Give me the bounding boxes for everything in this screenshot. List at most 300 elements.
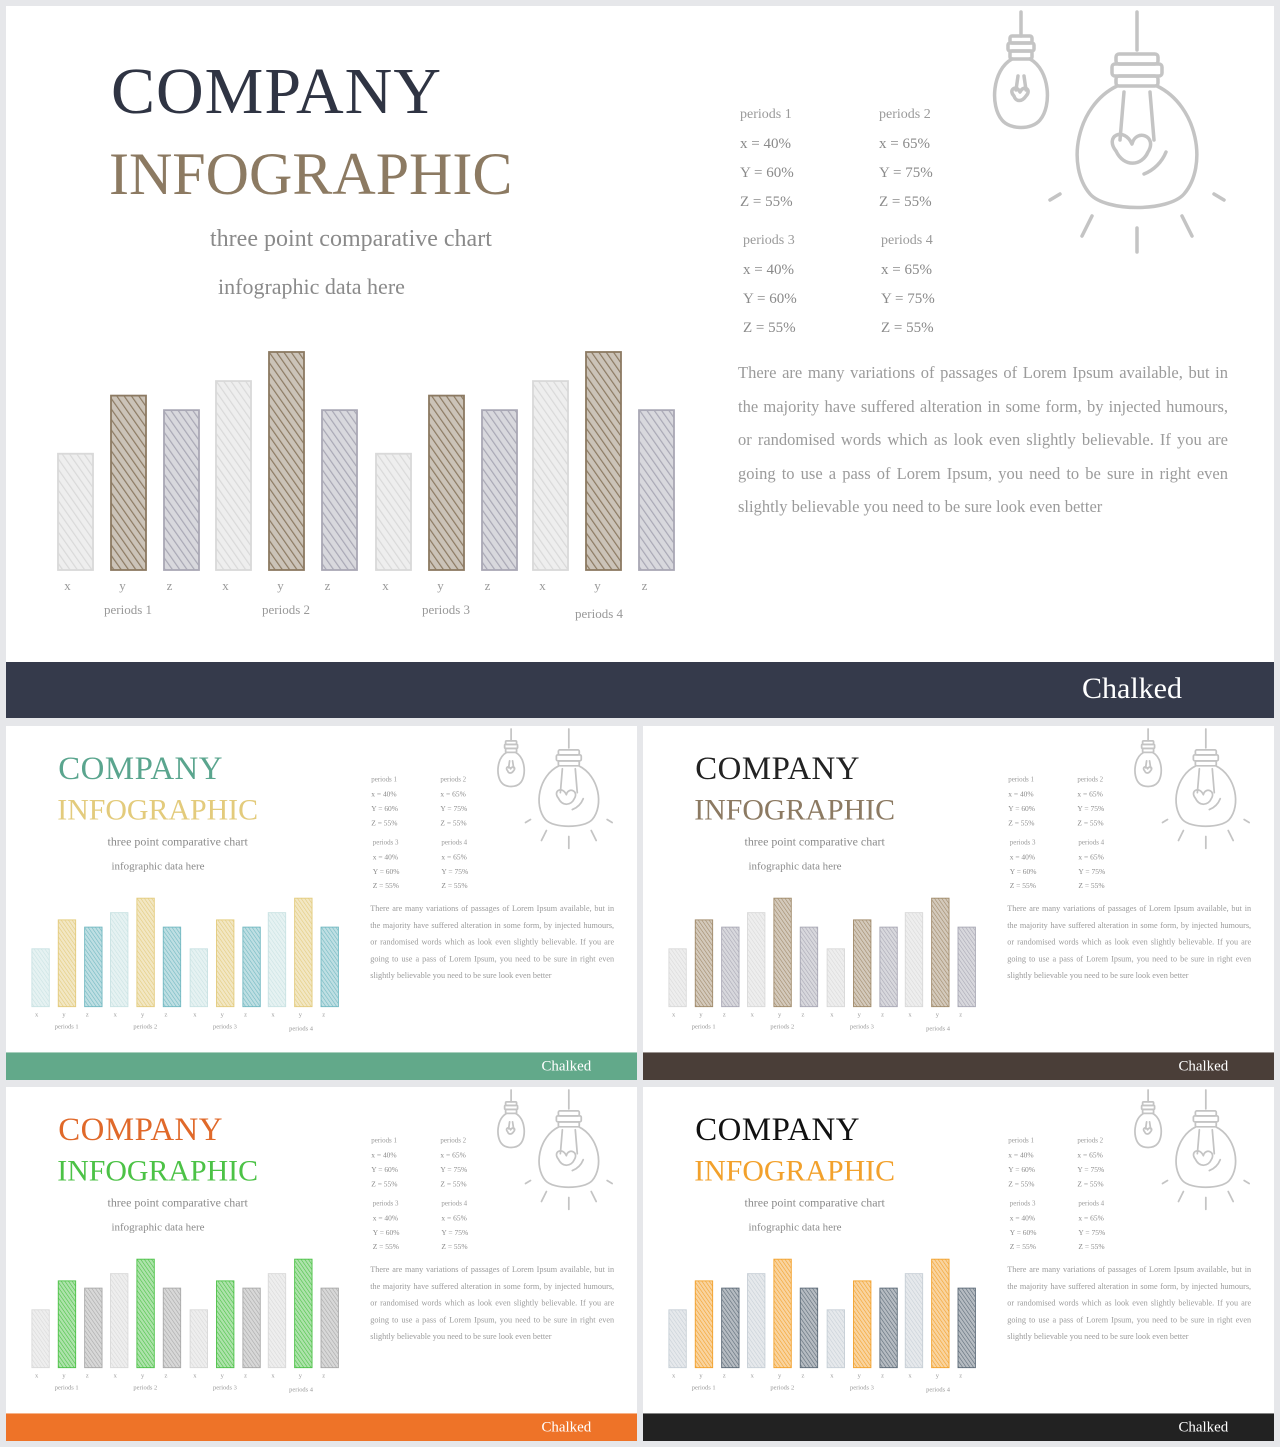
x-tick-label: y (777, 1372, 782, 1380)
title-company: COMPANY (111, 55, 443, 128)
x-tick-label: z (959, 1372, 963, 1380)
x-tick-label: y (140, 1011, 145, 1019)
x-tick-label: y (777, 1011, 782, 1019)
period-y-value: Y = 60% (372, 1228, 400, 1237)
category-label: periods 3 (213, 1384, 237, 1392)
title-infographic: INFOGRAPHIC (57, 793, 258, 827)
x-tick-label: y (277, 578, 284, 593)
x-tick-label: y (298, 1372, 302, 1380)
bar-y-1 (111, 396, 146, 570)
x-tick-label: z (484, 578, 491, 593)
period-block-1 (371, 1136, 398, 1192)
period-block-1 (371, 775, 398, 831)
footer-brand-label: Chalked (1178, 1418, 1229, 1435)
bar-x-4 (905, 913, 922, 1007)
period-label: periods 1 (371, 1137, 398, 1145)
subtitle-secondary: infographic data here (111, 859, 205, 872)
periods-panel (1005, 1136, 1134, 1255)
x-tick-label: x (539, 578, 546, 593)
footer-bar (6, 1052, 637, 1080)
bar-x-2 (111, 1274, 128, 1368)
bar-y-3 (429, 396, 464, 570)
bar-x-2 (111, 913, 128, 1007)
bar-x-1 (32, 949, 49, 1007)
title-company: COMPANY (58, 1111, 223, 1148)
x-tick-label: x (908, 1011, 912, 1019)
footer-bar (643, 1052, 1274, 1080)
period-x-value: x = 40% (740, 136, 791, 152)
bar-z-1 (722, 1288, 739, 1368)
x-tick-label: y (62, 1011, 66, 1019)
lightbulb-icon (1135, 729, 1161, 786)
bar-x-3 (376, 454, 411, 570)
bar-x-2 (216, 381, 251, 570)
period-z-value: Z = 55% (372, 882, 399, 891)
bar-z-1 (85, 927, 102, 1007)
bar-y-1 (58, 920, 75, 1007)
period-z-value: Z = 55% (440, 819, 467, 828)
bar-z-3 (243, 927, 260, 1007)
body-paragraph: There are many variations of passages of Lorem Ipsum available, but in the majority have suffered alteration in some form, by injected humours, or randomised words which as look even slightly believable. If you are going to use a pass of Lorem Ipsum, you need to be sure in right even slightly believable you need to be sure look even better (370, 1264, 615, 1341)
period-y-value: Y = 60% (372, 867, 400, 876)
period-block-4 (881, 230, 935, 343)
footer-bar (643, 1413, 1274, 1441)
bar-y-3 (216, 920, 233, 1007)
x-tick-label: z (166, 578, 173, 593)
bar-y-4 (295, 898, 312, 1006)
bar-z-2 (800, 927, 817, 1007)
category-label: periods 2 (133, 1023, 158, 1031)
x-tick-label: z (801, 1011, 805, 1019)
period-z-value: Z = 55% (1078, 882, 1105, 891)
footer-brand-label: Chalked (1082, 672, 1182, 705)
period-block-1 (1008, 775, 1035, 831)
period-y-value: Y = 60% (1009, 1228, 1037, 1237)
x-tick-label: x (271, 1372, 275, 1380)
period-y-value: Y = 75% (1078, 867, 1106, 876)
period-y-value: Y = 75% (1077, 1166, 1105, 1175)
subtitle: three point comparative chart (744, 1196, 885, 1210)
category-label: periods 4 (289, 1386, 314, 1394)
bar-x-4 (905, 1274, 922, 1368)
x-tick-label: x (34, 1011, 39, 1019)
period-label: periods 3 (372, 1199, 399, 1208)
x-tick-label: z (324, 578, 331, 593)
x-tick-label: y (298, 1011, 302, 1019)
period-z-value: Z = 55% (441, 882, 468, 891)
footer-brand-label: Chalked (541, 1057, 592, 1074)
bar-y-4 (932, 1259, 949, 1367)
category-label: periods 3 (850, 1023, 874, 1031)
slide-main[interactable] (6, 6, 1274, 718)
period-x-value: x = 40% (372, 1214, 399, 1223)
x-tick-label: y (699, 1011, 703, 1019)
lightbulb-icon (1050, 12, 1224, 252)
period-y-value: Y = 75% (1077, 805, 1105, 814)
x-tick-label: z (164, 1011, 168, 1019)
period-y-value: Y = 75% (441, 1228, 469, 1237)
x-tick-label: z (244, 1011, 248, 1019)
bar-x-3 (827, 1310, 844, 1368)
title-infographic: INFOGRAPHIC (694, 1154, 895, 1188)
period-z-value: Z = 55% (1077, 1180, 1104, 1189)
x-tick-label: x (908, 1372, 912, 1380)
period-block-4 (1078, 837, 1105, 893)
x-tick-label: y (935, 1372, 939, 1380)
period-y-value: Y = 75% (881, 291, 935, 307)
category-label: periods 3 (213, 1023, 237, 1031)
slide-content (643, 1087, 1274, 1441)
category-label: periods 3 (421, 602, 471, 617)
x-tick-label: x (382, 578, 389, 593)
period-label: periods 4 (441, 1199, 468, 1208)
bar-y-1 (58, 1281, 75, 1368)
bar-z-1 (164, 410, 199, 570)
subtitle: three point comparative chart (107, 835, 248, 849)
period-block-2 (1077, 1136, 1104, 1192)
bar-x-2 (748, 1274, 765, 1368)
period-x-value: x = 65% (440, 1151, 466, 1160)
period-z-value: Z = 55% (1008, 819, 1035, 828)
body-paragraph: There are many variations of passages of Lorem Ipsum available, but in the majority have suffered alteration in some form, by injected humours, or randomised words which as look even slightly believable. If you are going to use a pass of Lorem Ipsum, you need to be sure in right even slightly believable you need to be sure look even better (370, 903, 615, 980)
x-tick-label: z (244, 1372, 248, 1380)
bar-x-1 (669, 949, 686, 1007)
period-x-value: x = 65% (441, 853, 467, 862)
bar-y-2 (774, 1259, 791, 1367)
x-tick-label: y (140, 1372, 145, 1380)
title-company: COMPANY (695, 750, 860, 787)
x-tick-label: y (594, 578, 601, 593)
x-tick-label: z (722, 1372, 726, 1380)
x-tick-label: z (722, 1011, 726, 1019)
period-label: periods 4 (881, 233, 933, 248)
bar-x-4 (533, 381, 568, 570)
lightbulb-icon (995, 12, 1048, 128)
period-label: periods 3 (1009, 1199, 1036, 1208)
period-x-value: x = 65% (881, 262, 932, 278)
category-label: periods 1 (54, 1384, 79, 1392)
x-tick-label: x (222, 578, 229, 593)
period-y-value: Y = 60% (371, 1166, 399, 1175)
x-tick-label: z (164, 1372, 168, 1380)
period-block-4 (441, 1198, 468, 1254)
period-block-2 (879, 104, 933, 217)
period-label: periods 3 (743, 233, 795, 248)
periods-panel (368, 1136, 497, 1255)
period-x-value: x = 40% (743, 262, 794, 278)
category-label: periods 1 (103, 602, 153, 617)
period-x-value: x = 40% (1009, 1214, 1036, 1223)
footer-bar (6, 662, 1274, 718)
lightbulb-icon (498, 729, 524, 786)
period-z-value: Z = 55% (740, 194, 793, 210)
period-y-value: Y = 60% (740, 165, 794, 181)
x-tick-label: z (959, 1011, 963, 1019)
period-x-value: x = 40% (1008, 790, 1034, 799)
category-label: periods 4 (926, 1025, 951, 1033)
title-company: COMPANY (695, 1111, 860, 1148)
bar-y-2 (137, 898, 154, 1006)
period-x-value: x = 40% (372, 853, 399, 862)
slide-variant-teal[interactable] (6, 726, 637, 1080)
bar-chart (658, 1250, 986, 1399)
period-x-value: x = 40% (1009, 853, 1036, 862)
period-label: periods 1 (740, 107, 792, 122)
lightbulb-icon (1135, 1090, 1161, 1147)
x-tick-label: x (113, 1372, 117, 1380)
period-x-value: x = 40% (371, 1151, 397, 1160)
period-z-value: Z = 55% (371, 819, 398, 828)
x-tick-label: x (750, 1372, 754, 1380)
period-block-4 (441, 837, 468, 893)
bar-y-3 (853, 1281, 870, 1368)
category-label: periods 1 (691, 1023, 716, 1031)
x-tick-label: y (220, 1011, 224, 1019)
body-paragraph: There are many variations of passages of Lorem Ipsum available, but in the majority have suffered alteration in some form, by injected humours, or randomised words which as look even slightly believable. If you are going to use a pass of Lorem Ipsum, you need to be sure in right even slightly believable you need to be sure look even better (1007, 903, 1252, 980)
bar-z-1 (722, 927, 739, 1007)
x-tick-label: y (437, 578, 444, 593)
x-tick-label: z (85, 1372, 89, 1380)
x-tick-label: x (830, 1011, 834, 1019)
period-label: periods 2 (1077, 1137, 1104, 1145)
bar-x-3 (190, 1310, 207, 1368)
subtitle-secondary: infographic data here (748, 1220, 842, 1233)
category-label: periods 1 (691, 1384, 716, 1392)
x-tick-label: z (881, 1372, 885, 1380)
period-block-1 (740, 104, 794, 217)
lightbulb-icon (526, 1090, 613, 1209)
lightbulb-icon (1163, 1090, 1250, 1209)
title-infographic: INFOGRAPHIC (694, 793, 895, 827)
lightbulbs-illustration (1121, 726, 1270, 860)
slide-variant-brown[interactable] (643, 726, 1274, 1080)
bar-y-4 (295, 1259, 312, 1367)
period-z-value: Z = 55% (1009, 1243, 1036, 1252)
x-tick-label: x (750, 1011, 754, 1019)
lightbulbs-illustration (484, 1087, 633, 1221)
slide-content (643, 726, 1274, 1080)
periods-panel (368, 775, 497, 894)
x-tick-label: y (857, 1372, 861, 1380)
lightbulbs-illustration (1121, 1087, 1270, 1221)
bar-z-2 (800, 1288, 817, 1368)
category-label: periods 1 (54, 1023, 79, 1031)
period-y-value: Y = 60% (1008, 805, 1036, 814)
period-x-value: x = 40% (371, 790, 397, 799)
bar-chart (21, 1250, 349, 1399)
bar-x-1 (669, 1310, 686, 1368)
bar-x-2 (748, 913, 765, 1007)
x-tick-label: y (220, 1372, 224, 1380)
bar-z-3 (243, 1288, 260, 1368)
body-paragraph: There are many variations of passages of Lorem Ipsum available, but in the majority have suffered alteration in some form, by injected humours, or randomised words which as look even slightly believable. If you are going to use a pass of Lorem Ipsum, you need to be sure in right even slightly believable you need to be sure look even better (738, 363, 1228, 516)
period-block-3 (1010, 1198, 1037, 1254)
period-label: periods 3 (372, 838, 399, 847)
period-z-value: Z = 55% (441, 1243, 468, 1252)
title-infographic: INFOGRAPHIC (57, 1154, 258, 1188)
x-tick-label: x (34, 1372, 39, 1380)
bar-z-4 (958, 927, 975, 1007)
bar-x-4 (268, 1274, 285, 1368)
bar-z-1 (85, 1288, 102, 1368)
period-y-value: Y = 75% (441, 867, 469, 876)
slide-content (6, 6, 1274, 718)
bar-y-4 (586, 352, 621, 570)
period-x-value: x = 65% (441, 1214, 467, 1223)
bar-y-2 (269, 352, 304, 570)
footer-bar (6, 1413, 637, 1441)
period-y-value: Y = 75% (440, 1166, 468, 1175)
period-z-value: Z = 55% (1078, 1243, 1105, 1252)
lightbulbs-illustration (484, 726, 633, 860)
bar-z-4 (639, 410, 674, 570)
period-block-3 (373, 1198, 400, 1254)
period-x-value: x = 65% (1077, 790, 1103, 799)
period-block-3 (1010, 837, 1037, 893)
periods-panel (1005, 775, 1134, 894)
bar-z-4 (958, 1288, 975, 1368)
category-label: periods 3 (850, 1384, 874, 1392)
bar-z-2 (322, 410, 357, 570)
footer-brand-label: Chalked (541, 1418, 592, 1435)
period-x-value: x = 65% (440, 790, 466, 799)
period-block-3 (373, 837, 400, 893)
period-label: periods 2 (1077, 776, 1104, 784)
lightbulb-icon (1163, 729, 1250, 848)
subtitle: three point comparative chart (107, 1196, 248, 1210)
period-label: periods 3 (1009, 838, 1036, 847)
period-z-value: Z = 55% (1009, 882, 1036, 891)
period-y-value: Y = 60% (743, 291, 797, 307)
x-tick-label: z (881, 1011, 885, 1019)
period-label: periods 1 (1008, 1137, 1035, 1145)
period-y-value: Y = 75% (440, 805, 468, 814)
period-block-2 (1077, 775, 1104, 831)
slide-variant-yellow[interactable] (643, 1087, 1274, 1441)
bar-y-1 (695, 920, 712, 1007)
period-x-value: x = 65% (1078, 853, 1104, 862)
bar-z-2 (163, 927, 180, 1007)
bar-z-4 (321, 927, 338, 1007)
lightbulbs-illustration (966, 6, 1266, 276)
title-company: COMPANY (58, 750, 223, 787)
period-label: periods 4 (1078, 1199, 1105, 1208)
bar-y-1 (695, 1281, 712, 1368)
period-y-value: Y = 75% (879, 165, 933, 181)
bar-x-3 (827, 949, 844, 1007)
bar-z-3 (880, 927, 897, 1007)
x-tick-label: x (830, 1372, 834, 1380)
subtitle-secondary: infographic data here (748, 859, 842, 872)
subtitle-secondary: infographic data here (218, 274, 405, 299)
period-z-value: Z = 55% (1008, 1180, 1035, 1189)
category-label: periods 2 (770, 1023, 795, 1031)
period-label: periods 1 (1008, 776, 1035, 784)
category-label: periods 2 (133, 1384, 158, 1392)
bar-x-1 (32, 1310, 49, 1368)
bar-y-2 (774, 898, 791, 1006)
period-block-2 (440, 775, 467, 831)
category-label: periods 4 (574, 606, 624, 621)
period-y-value: Y = 60% (1008, 1166, 1036, 1175)
category-label: periods 4 (926, 1386, 951, 1394)
period-z-value: Z = 55% (743, 320, 796, 336)
periods-panel (734, 104, 994, 344)
slide-variant-orange[interactable] (6, 1087, 637, 1441)
period-z-value: Z = 55% (879, 194, 932, 210)
period-z-value: Z = 55% (1077, 819, 1104, 828)
x-tick-label: z (322, 1372, 326, 1380)
period-x-value: x = 40% (1008, 1151, 1034, 1160)
subtitle: three point comparative chart (744, 835, 885, 849)
slide-content (6, 1087, 637, 1441)
bar-z-3 (482, 410, 517, 570)
period-x-value: x = 65% (879, 136, 930, 152)
x-tick-label: x (193, 1011, 197, 1019)
bar-y-3 (216, 1281, 233, 1368)
period-label: periods 4 (1078, 838, 1105, 847)
x-tick-label: y (119, 578, 126, 593)
category-label: periods 2 (770, 1384, 795, 1392)
period-z-value: Z = 55% (881, 320, 934, 336)
x-tick-label: y (699, 1372, 703, 1380)
bar-chart (36, 334, 696, 634)
period-x-value: x = 65% (1077, 1151, 1103, 1160)
x-tick-label: z (641, 578, 648, 593)
x-tick-label: y (935, 1011, 939, 1019)
bar-y-3 (853, 920, 870, 1007)
x-tick-label: x (193, 1372, 197, 1380)
category-label: periods 4 (289, 1025, 314, 1033)
x-tick-label: x (271, 1011, 275, 1019)
period-label: periods 4 (441, 838, 468, 847)
bar-chart (658, 889, 986, 1038)
period-label: periods 2 (440, 1137, 467, 1145)
bar-chart (21, 889, 349, 1038)
period-y-value: Y = 60% (371, 805, 399, 814)
period-z-value: Z = 55% (372, 1243, 399, 1252)
period-label: periods 2 (440, 776, 467, 784)
x-tick-label: z (85, 1011, 89, 1019)
period-z-value: Z = 55% (371, 1180, 398, 1189)
period-block-2 (440, 1136, 467, 1192)
lightbulb-icon (526, 729, 613, 848)
slide-content (6, 726, 637, 1080)
footer-brand-label: Chalked (1178, 1057, 1229, 1074)
bar-x-4 (268, 913, 285, 1007)
bar-x-1 (58, 454, 93, 570)
period-label: periods 1 (371, 776, 398, 784)
x-tick-label: z (801, 1372, 805, 1380)
x-tick-label: y (62, 1372, 66, 1380)
period-z-value: Z = 55% (440, 1180, 467, 1189)
category-label: periods 2 (261, 602, 311, 617)
body-paragraph: There are many variations of passages of Lorem Ipsum available, but in the majority have suffered alteration in some form, by injected humours, or randomised words which as look even slightly believable. If you are going to use a pass of Lorem Ipsum, you need to be sure in right even slightly believable you need to be sure look even better (1007, 1264, 1252, 1341)
x-tick-label: x (671, 1011, 676, 1019)
bar-z-4 (321, 1288, 338, 1368)
x-tick-label: z (322, 1011, 326, 1019)
x-tick-label: x (113, 1011, 117, 1019)
period-y-value: Y = 75% (1078, 1228, 1106, 1237)
period-label: periods 2 (879, 107, 931, 122)
title-infographic: INFOGRAPHIC (109, 141, 513, 207)
bar-z-2 (163, 1288, 180, 1368)
x-tick-label: x (64, 578, 71, 593)
period-x-value: x = 65% (1078, 1214, 1104, 1223)
bar-z-3 (880, 1288, 897, 1368)
bar-x-3 (190, 949, 207, 1007)
period-block-1 (1008, 1136, 1035, 1192)
